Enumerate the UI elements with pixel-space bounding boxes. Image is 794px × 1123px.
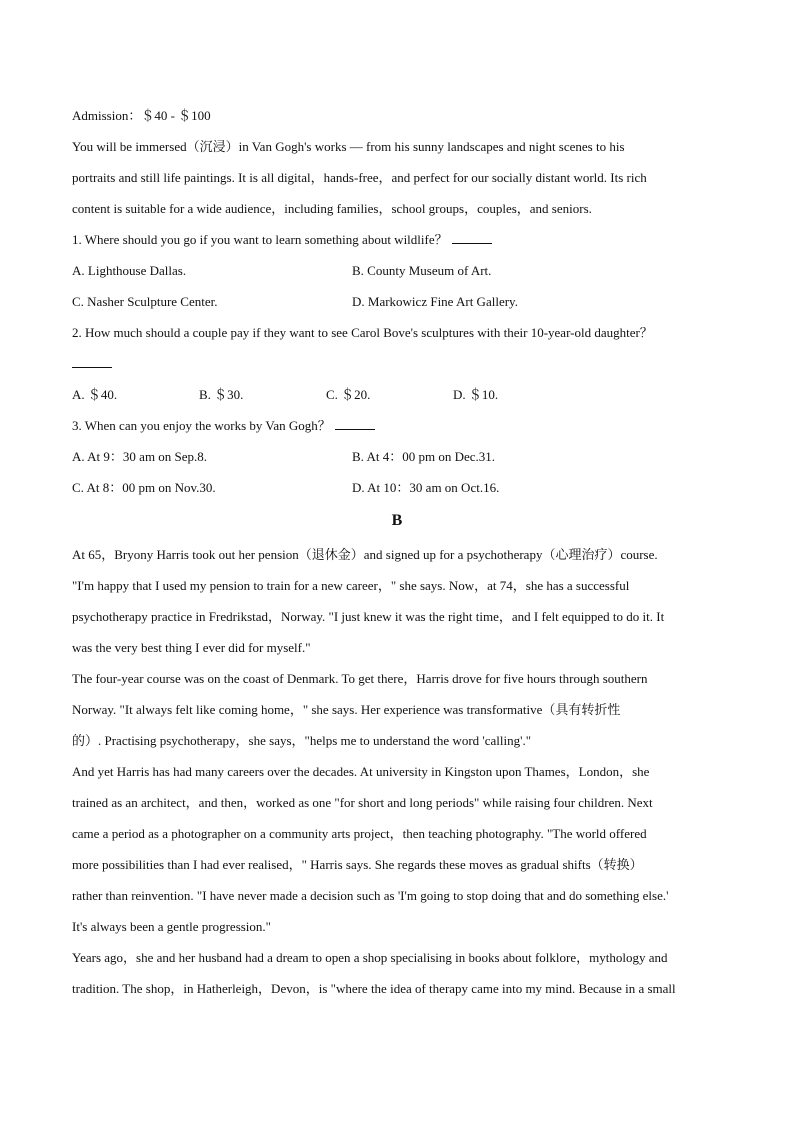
q1-option-b[interactable]: B. County Museum of Art. xyxy=(352,263,492,278)
q2-option-b[interactable]: B. ＄30. xyxy=(199,387,244,402)
section-b-title: B xyxy=(391,512,403,529)
question-2-options-row xyxy=(72,379,722,410)
q2-option-a[interactable]: A. ＄40. xyxy=(72,387,118,402)
passage-b-line-12: rather than reinvention. "I have never made a decision such as 'I'm going to stop doing that and do something else.' xyxy=(72,888,669,903)
question-3-options-row-2 xyxy=(72,472,722,503)
passage-b-line-1: At 65，Bryony Harris took out her pension（退休金）and signed up for a psychotherapy（心理治疗）course. xyxy=(72,547,658,562)
q1-option-a[interactable]: A. Lighthouse Dallas. xyxy=(72,263,187,278)
admission-line: Admission：＄40 - ＄100 xyxy=(72,108,211,123)
description-line-2: portraits and still life paintings. It is all digital，hands-free，and perfect for our socially distant world. Its rich xyxy=(72,170,647,185)
passage-b-line-2: "I'm happy that I used my pension to train for a new career，" she says. Now，at 74，she has a successful xyxy=(72,578,630,593)
q1-option-d[interactable]: D. Markowicz Fine Art Gallery. xyxy=(352,294,518,309)
question-2-blank-line xyxy=(72,348,722,379)
question-1-options-row-2 xyxy=(72,286,722,317)
passage-b-line-13: It's always been a gentle progression." xyxy=(72,919,271,934)
document-page xyxy=(72,100,722,1004)
passage-b-line-8: And yet Harris has had many careers over the decades. At university in Kingston upon Thames，London，she xyxy=(72,764,650,779)
passage-b-line-6: Norway. "It always felt like coming home，" she says. Her experience was transformative（具有转折性 xyxy=(72,702,621,717)
question-3 xyxy=(72,410,722,441)
q1-option-c[interactable]: C. Nasher Sculpture Center. xyxy=(72,294,218,309)
q3-option-a[interactable]: A. At 9：30 am on Sep.8. xyxy=(72,449,208,464)
answer-blank-3[interactable] xyxy=(335,415,375,430)
passage-b-line-9: trained as an architect，and then，worked as one "for short and long periods" while raising four children. Next xyxy=(72,795,653,810)
question-3-text: 3. When can you enjoy the works by Van Gogh？ xyxy=(72,418,331,433)
passage-b-line-14: Years ago，she and her husband had a dream to open a shop specialising in books about folklore，mythology and xyxy=(72,950,668,965)
q3-option-d[interactable]: D. At 10：30 am on Oct.16. xyxy=(352,480,500,495)
description-line-3: content is suitable for a wide audience，including families，school groups，couples，and seniors. xyxy=(72,201,592,216)
passage-b-line-5: The four-year course was on the coast of Denmark. To get there，Harris drove for five hours through southern xyxy=(72,671,648,686)
description-line-1: You will be immersed（沉浸）in Van Gogh's works — from his sunny landscapes and night scenes to his xyxy=(72,139,625,154)
question-1 xyxy=(72,224,722,255)
passage-b-line-3: psychotherapy practice in Fredrikstad，Norway. "I just knew it was the right time，and I felt equipped to do it. It xyxy=(72,609,665,624)
question-3-options-row-1 xyxy=(72,441,722,472)
passage-b-line-4: was the very best thing I ever did for myself." xyxy=(72,640,311,655)
answer-blank-2[interactable] xyxy=(72,349,112,368)
passage-b-line-11: more possibilities than I had ever realised，" Harris says. She regards these moves as gradual shifts（转换） xyxy=(72,857,643,872)
answer-blank-1[interactable] xyxy=(452,229,492,244)
q2-option-c[interactable]: C. ＄20. xyxy=(326,387,371,402)
passage-b-line-10: came a period as a photographer on a community arts project，then teaching photography. "The world offered xyxy=(72,826,647,841)
question-2: 2. How much should a couple pay if they want to see Carol Bove's sculptures with their 10-year-old daughter？ xyxy=(72,325,653,340)
passage-b-line-15: tradition. The shop，in Hatherleigh，Devon，is "where the idea of therapy came into my mind. Because in a small xyxy=(72,981,676,996)
passage-b-line-7: 的）. Practising psychotherapy，she says，"helps me to understand the word 'calling'." xyxy=(72,733,532,748)
q2-option-d[interactable]: D. ＄10. xyxy=(453,387,499,402)
question-1-text: 1. Where should you go if you want to learn something about wildlife？ xyxy=(72,232,448,247)
q3-option-c[interactable]: C. At 8：00 pm on Nov.30. xyxy=(72,480,216,495)
q3-option-b[interactable]: B. At 4：00 pm on Dec.31. xyxy=(352,449,495,464)
question-1-options-row-1 xyxy=(72,255,722,286)
